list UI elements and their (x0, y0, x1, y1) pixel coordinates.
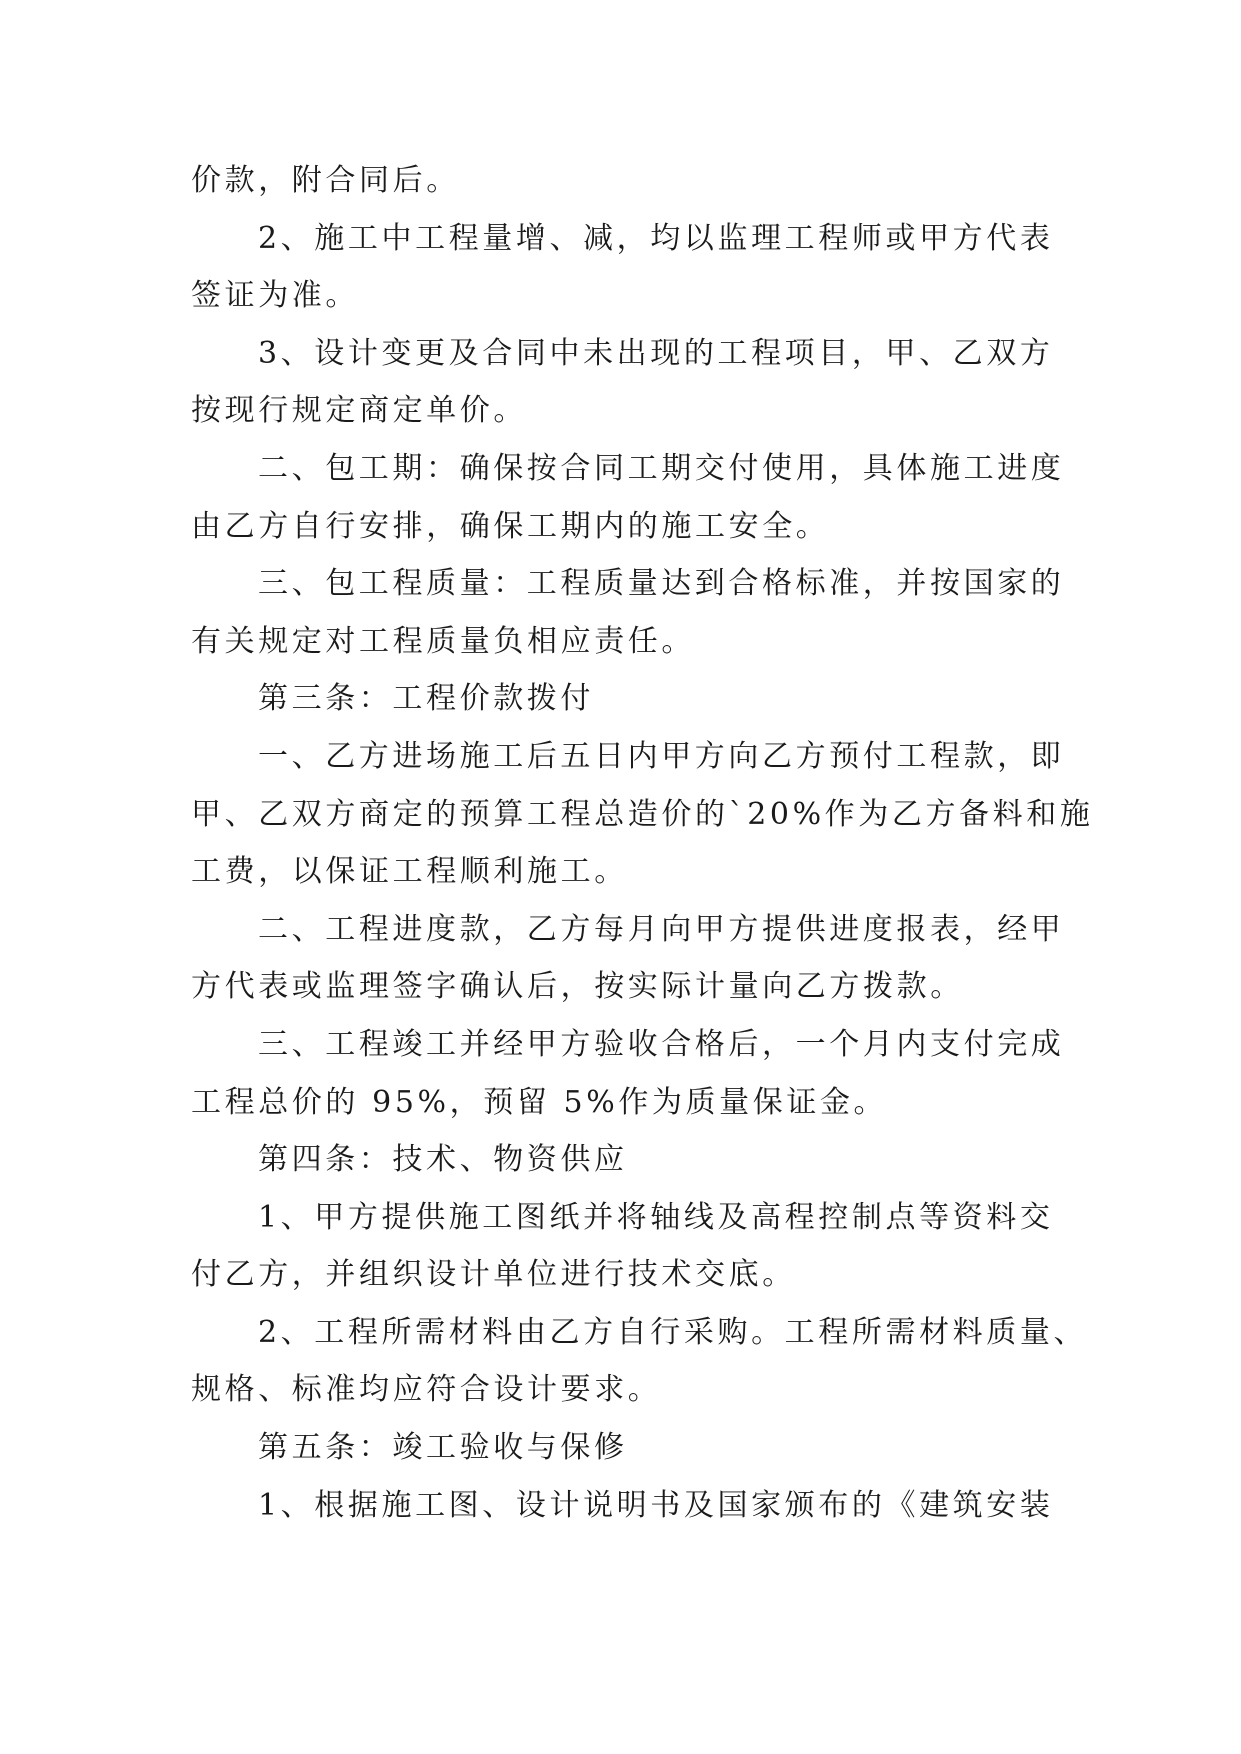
text-line: 二、包工期：确保按合同工期交付使用，具体施工进度 (258, 450, 1065, 486)
text-line: 由乙方自行安排，确保工期内的施工安全。 (191, 508, 830, 544)
text-line: 价款，附合同后。 (191, 163, 460, 198)
text-line: 签证为准。 (191, 278, 359, 314)
text-line: 工程总价的 95%，预留 5%作为质量保证金。 (191, 1084, 888, 1120)
text-line: 方代表或监理签字确认后，按实际计量向乙方拨款。 (191, 969, 964, 1005)
section-heading: 第五条：竣工验收与保修 (258, 1430, 628, 1466)
text-line: 三、工程竣工并经甲方验收合格后，一个月内支付完成 (258, 1026, 1065, 1062)
text-line: 1、根据施工图、设计说明书及国家颁布的《建筑安装 (258, 1487, 1054, 1523)
text-line: 2、工程所需材料由乙方自行采购。工程所需材料质量、 (258, 1314, 1088, 1350)
text-line: 3、设计变更及合同中未出现的工程项目，甲、乙双方 (258, 335, 1054, 371)
text-line: 二、工程进度款，乙方每月向甲方提供进度报表，经甲 (258, 911, 1065, 947)
text-line: 有关规定对工程质量负相应责任。 (191, 623, 695, 659)
text-line: 三、包工程质量：工程质量达到合格标准，并按国家的 (258, 566, 1065, 602)
text-line: 1、甲方提供施工图纸并将轴线及高程控制点等资料交 (258, 1199, 1054, 1235)
text-line: 工费，以保证工程顺利施工。 (191, 854, 628, 890)
text-line: 2、施工中工程量增、减，均以监理工程师或甲方代表 (258, 220, 1054, 256)
text-line: 一、乙方进场施工后五日内甲方向乙方预付工程款，即 (258, 738, 1065, 774)
text-line: 按现行规定商定单价。 (191, 393, 527, 429)
text-line: 甲、乙双方商定的预算工程总造价的`20%作为乙方备料和施 (191, 796, 1094, 832)
section-heading: 第四条：技术、物资供应 (258, 1142, 628, 1178)
section-heading: 第三条：工程价款拨付 (258, 681, 594, 717)
document-body (191, 152, 1094, 1534)
text-line: 规格、标准均应符合设计要求。 (191, 1372, 662, 1408)
text-line: 付乙方，并组织设计单位进行技术交底。 (191, 1257, 796, 1293)
